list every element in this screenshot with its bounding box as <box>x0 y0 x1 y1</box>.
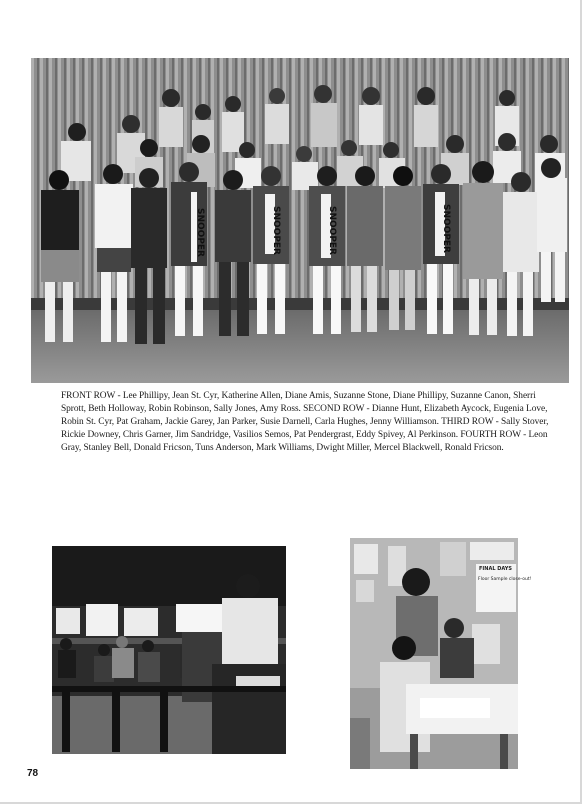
sweater-lettering-4: SNOOPER <box>441 204 451 253</box>
student-study-photo-image <box>350 538 532 769</box>
student-study-photo <box>350 538 532 769</box>
sweater-lettering-1: SNOOPER <box>195 208 205 257</box>
page-number: 78 <box>27 768 39 779</box>
classroom-photo-image <box>52 546 286 754</box>
board-notice-sample: Floor Sample close-out! <box>478 577 532 582</box>
group-photo-caption: FRONT ROW - Lee Phillipy, Jean St. Cyr, Katherine Allen, Diane Amis, Suzanne Stone, Diane Phillipy, Suzanne Canon, Sherri Sprott, Beth Holloway, Robin Robinson, Sally Jones, Amy Ross. SECOND ROW - Dianne Hunt, Elizabeth Aycock, Eugenia Love, Robin St. Cyr, Pat Graham, Jackie Garey, Jan Parker, Susie Darnell, Carla Hughes, Jenny Williamson. THIRD ROW - Sally Stover, Rickie Downey, Chris Garner, Jim Sandridge, Vasilios Semos, Pat Pendergrast, Eddy Spivey, Al Perkinson. FOURTH ROW - Leon Gray, Stanley Bell, Donald Fricson, Tuns Anderson, Mark Williams, Dwight Miller, Mercel Blackwell, Ronald Fricson. <box>61 391 549 454</box>
board-notice-final-days: FINAL DAYS <box>479 566 513 572</box>
sweater-lettering-3: SNOOPER <box>327 206 337 255</box>
group-photo <box>31 58 569 383</box>
classroom-photo <box>52 546 286 754</box>
sweater-lettering-2: SNOOPER <box>271 206 281 255</box>
group-photo-image <box>31 58 569 383</box>
